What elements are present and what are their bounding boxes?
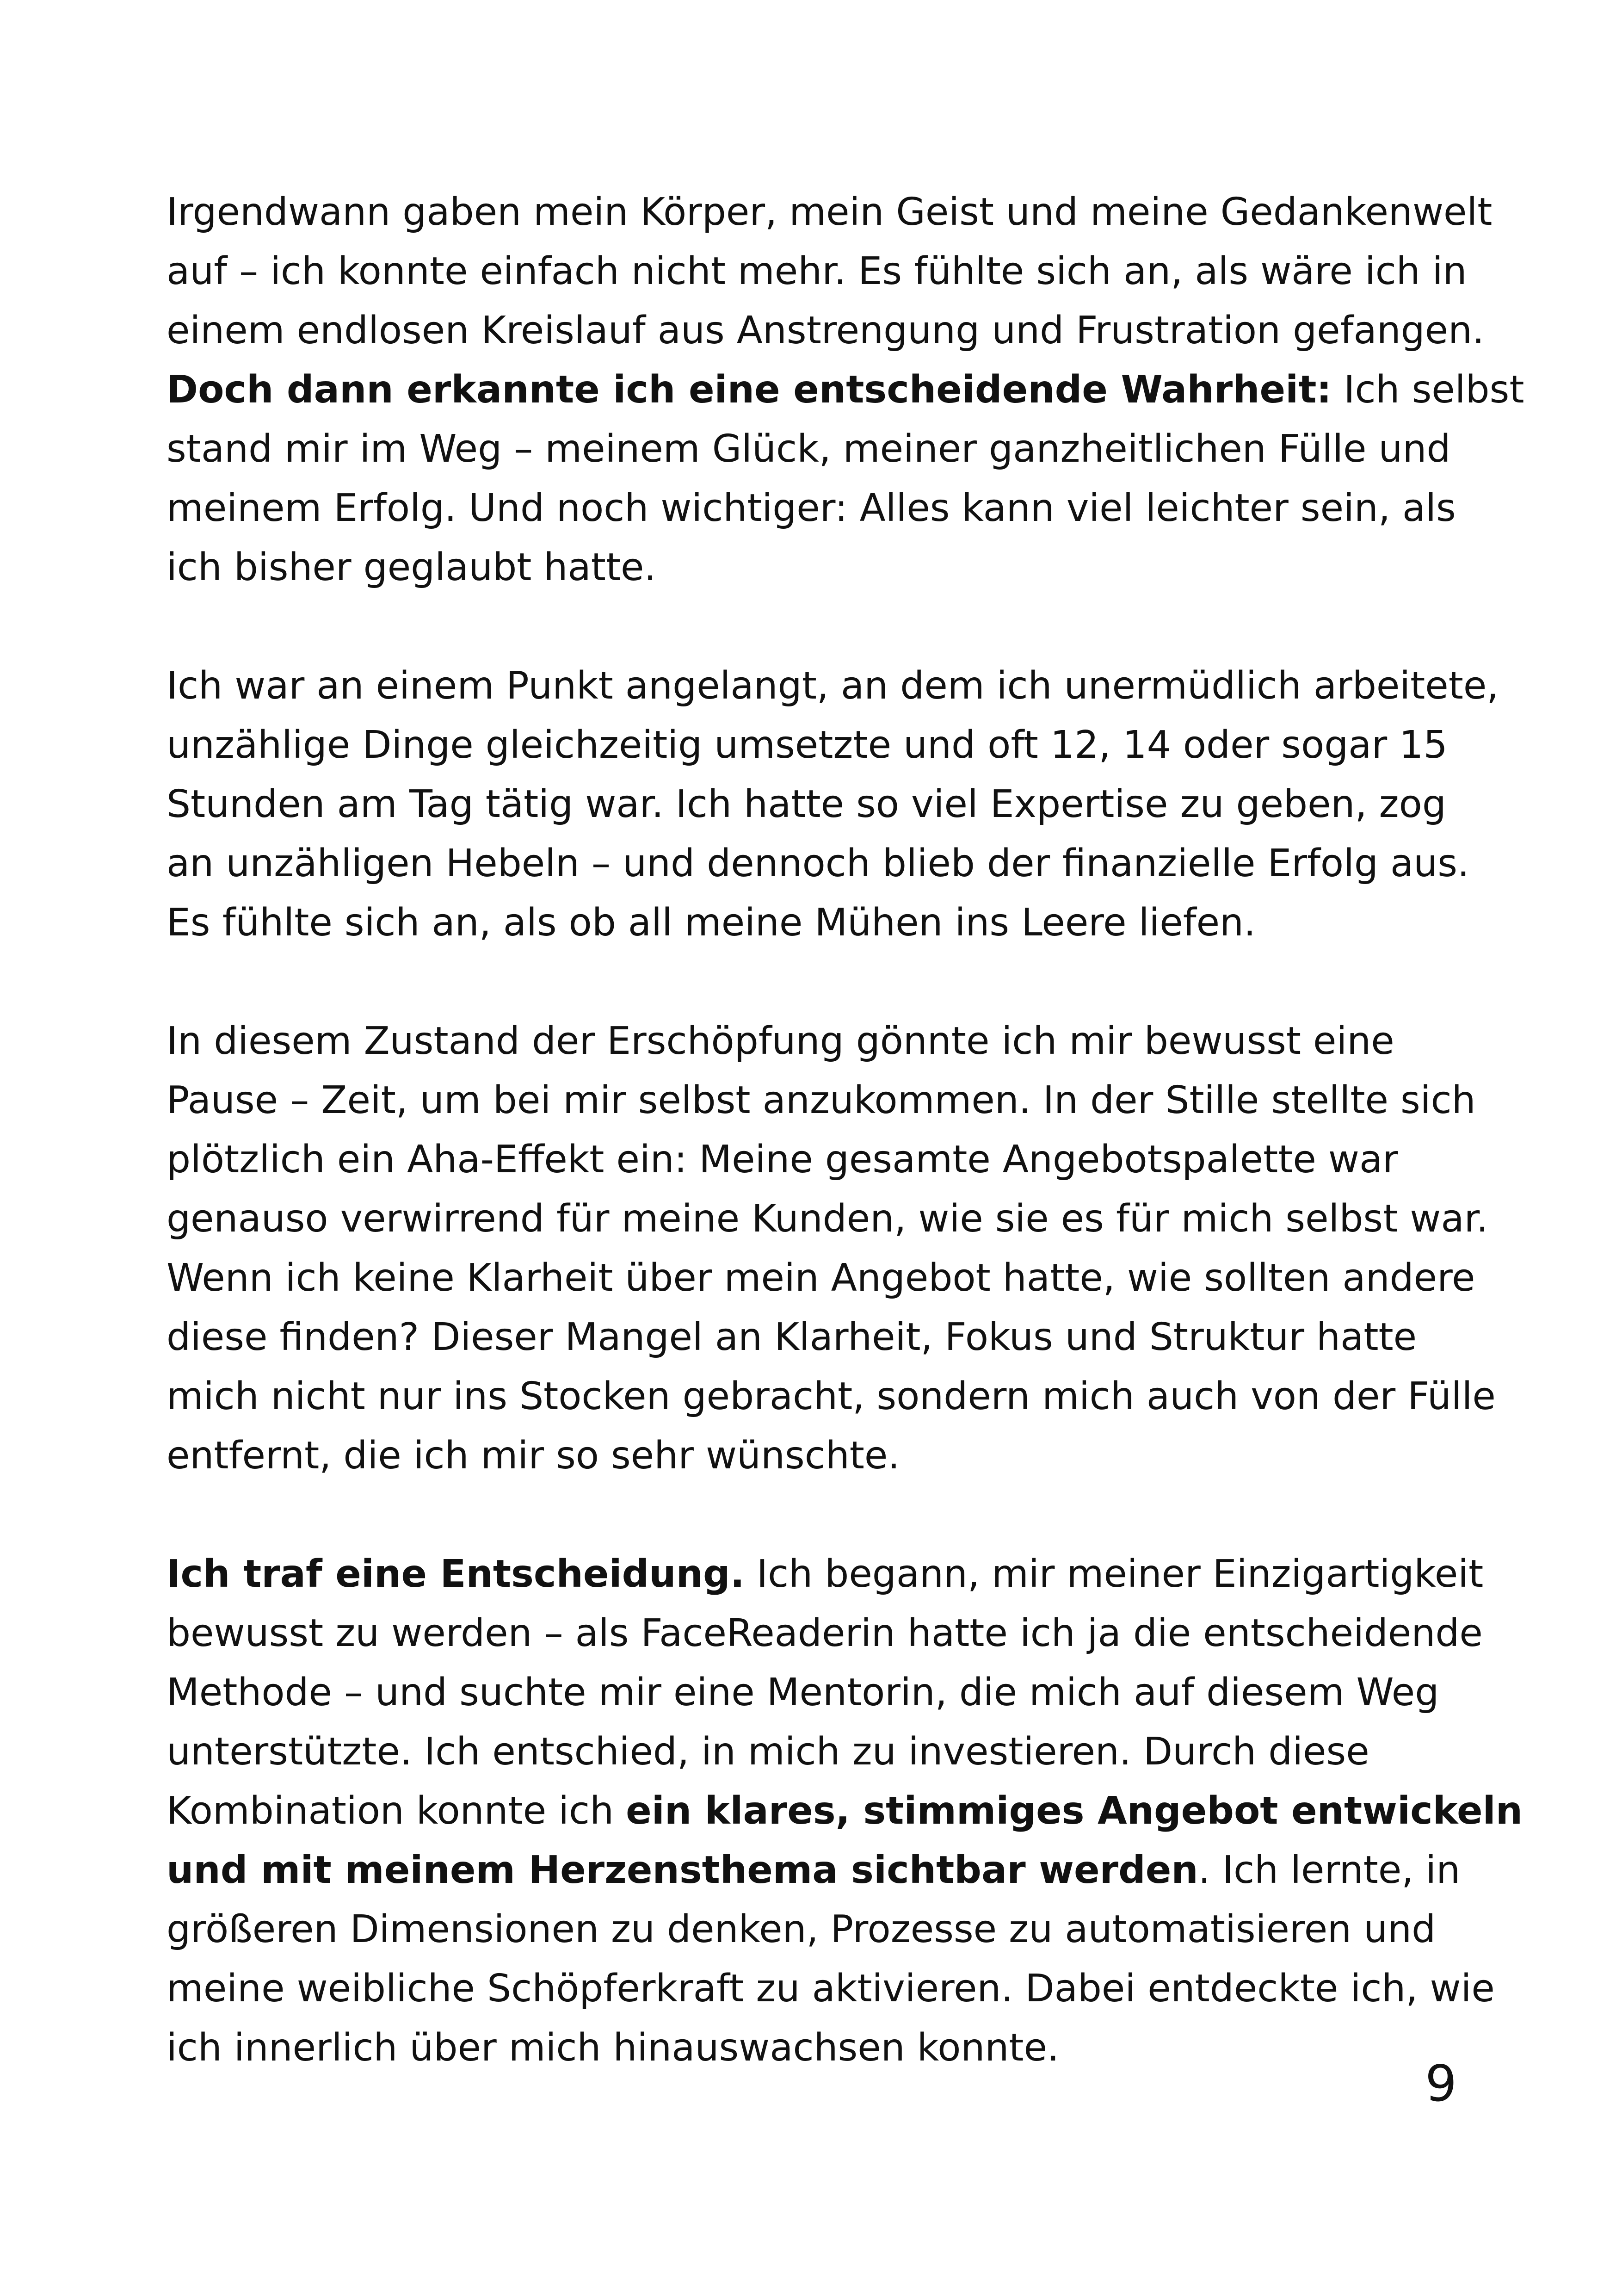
text-line: unterstützte. Ich entschied, in mich zu investieren. Durch diese <box>167 1730 1369 1774</box>
text-line: Wenn ich keine Klarheit über mein Angebot hatte, wie sollten andere <box>167 1256 1475 1300</box>
body-text <box>167 183 1524 2078</box>
text-line: bewusst zu werden – als FaceReaderin hatte ich ja die entscheidende <box>167 1611 1483 1655</box>
text-line: Kombination konnte ich ein klares, stimmiges Angebot entwickeln <box>167 1789 1523 1833</box>
text-line: Ich war an einem Punkt angelangt, an dem ich unermüdlich arbeitete, <box>167 664 1499 708</box>
text-line: diese finden? Dieser Mangel an Klarheit, Fokus und Struktur hatte <box>167 1315 1417 1359</box>
text-line: größeren Dimensionen zu denken, Prozesse zu automatisieren und <box>167 1907 1436 1951</box>
text-line: meinem Erfolg. Und noch wichtiger: Alles kann viel leichter sein, als <box>167 486 1456 530</box>
emphasis: Ich traf eine Entscheidung. <box>167 1552 745 1596</box>
emphasis: ein klares, stimmiges Angebot entwickeln <box>626 1789 1523 1833</box>
text-line: Es fühlte sich an, als ob all meine Mühen ins Leere liefen. <box>167 901 1256 945</box>
text-line: Doch dann erkannte ich eine entscheidende Wahrheit: Ich selbst <box>167 368 1524 412</box>
text-line: ich bisher geglaubt hatte. <box>167 545 656 589</box>
text-line: Stunden am Tag tätig war. Ich hatte so viel Expertise zu geben, zog <box>167 782 1446 826</box>
paragraph-3 <box>167 1012 1496 1485</box>
paragraph-4 <box>167 1545 1523 2078</box>
paragraph-1 <box>167 183 1524 597</box>
paragraph-2 <box>167 656 1499 953</box>
text-line: ich innerlich über mich hinauswachsen konnte. <box>167 2026 1060 2070</box>
text-line: einem endlosen Kreislauf aus Anstrengung und Frustration gefangen. <box>167 309 1485 353</box>
text-line: plötzlich ein Aha-Effekt ein: Meine gesamte Angebotspalette war <box>167 1138 1398 1182</box>
text-line: stand mir im Weg – meinem Glück, meiner ganzheitlichen Fülle und <box>167 427 1451 471</box>
text-line: Pause – Zeit, um bei mir selbst anzukommen. In der Stille stellte sich <box>167 1078 1476 1122</box>
text-line: und mit meinem Herzensthema sichtbar werden. Ich lernte, in <box>167 1848 1461 1892</box>
text-line: Irgendwann gaben mein Körper, mein Geist und meine Gedankenwelt <box>167 190 1493 234</box>
text-line: meine weibliche Schöpferkraft zu aktivieren. Dabei entdeckte ich, wie <box>167 1967 1495 2011</box>
emphasis: und mit meinem Herzensthema sichtbar werden <box>167 1848 1198 1892</box>
text-line: In diesem Zustand der Erschöpfung gönnte ich mir bewusst eine <box>167 1019 1394 1063</box>
text-line: Ich traf eine Entscheidung. Ich begann, mir meiner Einzigartigkeit <box>167 1552 1484 1596</box>
text-line: Methode – und suchte mir eine Mentorin, die mich auf diesem Weg <box>167 1671 1439 1714</box>
text-line: an unzähligen Hebeln – und dennoch blieb der finanzielle Erfolg aus. <box>167 842 1469 885</box>
page-number: 9 <box>1425 2055 1457 2113</box>
text-line: genauso verwirrend für meine Kunden, wie sie es für mich selbst war. <box>167 1197 1488 1241</box>
emphasis: Doch dann erkannte ich eine entscheidende Wahrheit: <box>167 368 1332 412</box>
text-line: entfernt, die ich mir so sehr wünschte. <box>167 1434 900 1478</box>
text-line: auf – ich konnte einfach nicht mehr. Es fühlte sich an, als wäre ich in <box>167 249 1467 293</box>
text-line: unzählige Dinge gleichzeitig umsetzte und oft 12, 14 oder sogar 15 <box>167 723 1448 767</box>
text-line: mich nicht nur ins Stocken gebracht, sondern mich auch von der Fülle <box>167 1374 1496 1418</box>
